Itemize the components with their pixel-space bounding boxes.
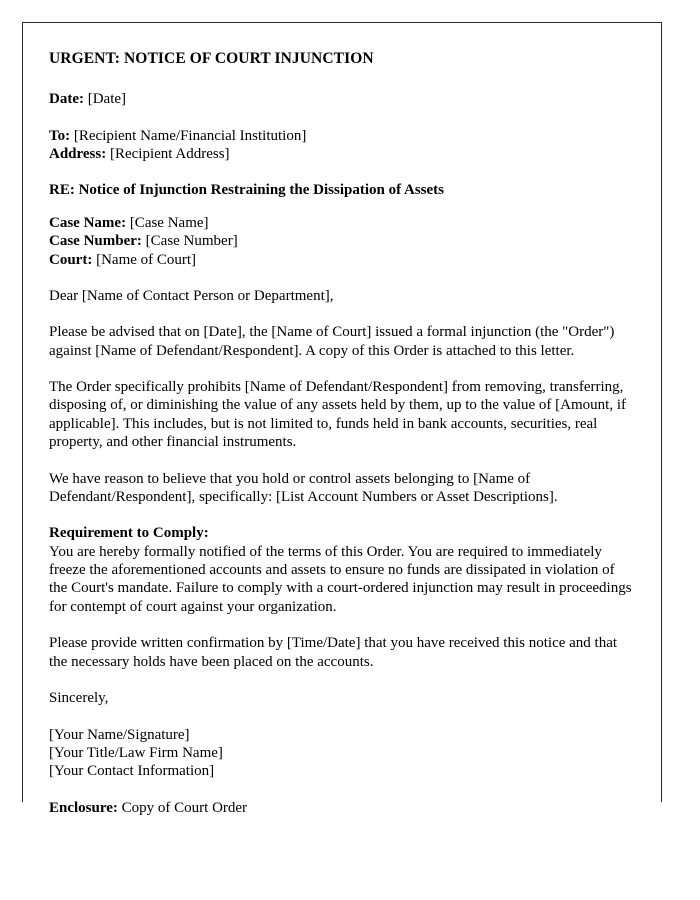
salutation: Dear [Name of Contact Person or Department], — [49, 287, 334, 304]
recipient-to-label: To: — [49, 127, 71, 144]
recipient-to-line — [49, 127, 633, 145]
document-page — [22, 22, 662, 816]
date-value: [Date] — [87, 91, 127, 108]
signature-block — [49, 726, 633, 781]
body-paragraph-3: We have reason to believe that you hold or control assets belonging to [Name of Defendant/Respondent], specifically: [List Account Numbers or Asset Descriptions]. — [49, 470, 558, 506]
enclosure-value: Copy of Court Order — [121, 799, 248, 816]
requirement-block — [49, 524, 633, 616]
court-label: Court: — [49, 251, 93, 268]
case-name-line — [49, 214, 633, 232]
closing: Sincerely, — [49, 690, 109, 707]
court-value: [Name of Court] — [96, 251, 197, 268]
enclosure-label: Enclosure: — [49, 799, 118, 816]
reference-block — [49, 181, 633, 269]
case-number-value: [Case Number] — [145, 233, 238, 250]
signature-name: [Your Name/Signature] — [49, 726, 190, 743]
document-body — [23, 23, 661, 817]
case-number-label: Case Number: — [49, 233, 142, 250]
re-line: RE: Notice of Injunction Restraining the Dissipation of Assets — [49, 181, 445, 198]
enclosure-line — [49, 799, 633, 817]
body-paragraph-2: The Order specifically prohibits [Name of Defendant/Respondent] from removing, transferring, disposing of, or diminishing the value of any assets held by them, up to the value of [Amount, if applicable]. This includes, but is not limited to, funds held in bank accounts, securities, real property, and other financial instruments. — [49, 379, 626, 451]
date-block — [49, 90, 633, 108]
case-name-label: Case Name: — [49, 215, 127, 232]
date-label: Date: — [49, 91, 84, 108]
confirmation-paragraph: Please provide written confirmation by [Time/Date] that you have received this notice and that the necessary holds have been placed on the accounts. — [49, 635, 618, 670]
recipient-address-line — [49, 145, 633, 163]
recipient-address-label: Address: — [49, 145, 107, 162]
date-line — [49, 90, 633, 108]
requirement-text: You are hereby formally notified of the terms of this Order. You are required to immediately freeze the aforementioned accounts and assets to ensure no funds are dissipated in violation of the Court's mandate. Failure to comply with a court-ordered injunction may result in proceedings for contempt of court against your organization. — [49, 543, 632, 615]
court-line — [49, 251, 633, 269]
case-name-value: [Case Name] — [129, 215, 209, 232]
case-number-line — [49, 232, 633, 250]
recipient-block — [49, 127, 633, 163]
requirement-heading: Requirement to Comply: — [49, 525, 209, 542]
signature-title: [Your Title/Law Firm Name] — [49, 744, 223, 761]
page-title: URGENT: NOTICE OF COURT INJUNCTION — [49, 50, 374, 67]
recipient-address-value: [Recipient Address] — [109, 145, 230, 162]
recipient-to-value: [Recipient Name/Financial Institution] — [73, 127, 307, 144]
body-paragraph-1: Please be advised that on [Date], the [Name of Court] issued a formal injunction (the "Order") against [Name of Defendant/Respondent]. A copy of this Order is attached to this letter. — [49, 324, 615, 359]
signature-contact: [Your Contact Information] — [49, 763, 215, 780]
